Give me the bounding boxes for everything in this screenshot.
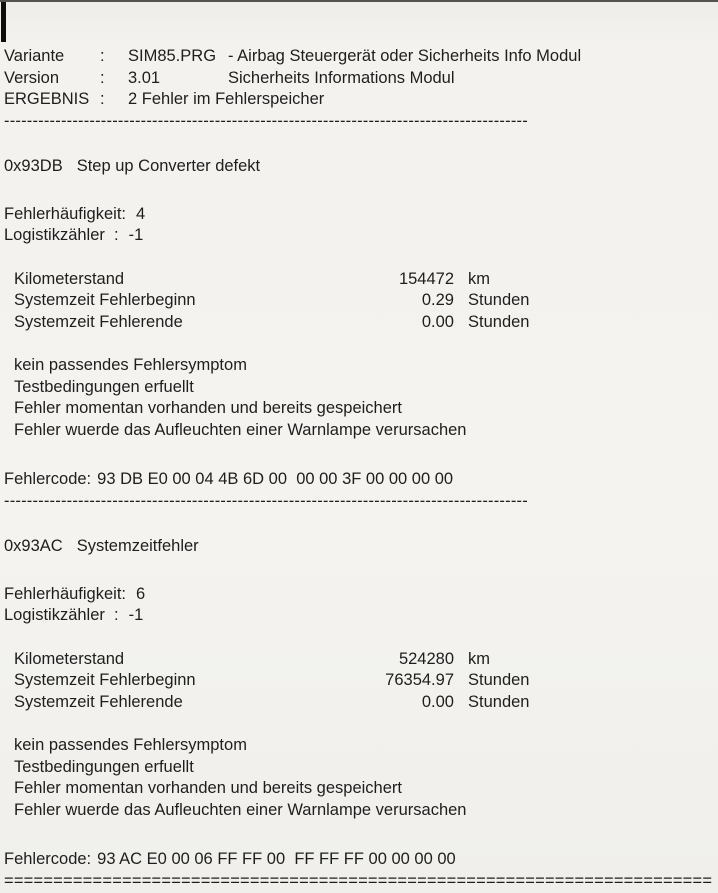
measurement-unit: Stunden <box>468 692 530 711</box>
measurement-row-odometer <box>4 649 712 671</box>
fault-code-id: 0x93AC <box>4 537 63 555</box>
header-value-program: SIM85.PRG <box>128 47 217 65</box>
note-line: Fehler momentan vorhanden und bereits gespeichert <box>14 399 402 417</box>
header-colon: : <box>100 47 105 65</box>
stat-label: Logistikzähler : <box>4 606 119 624</box>
stat-label: Fehlerhäufigkeit: <box>4 204 126 223</box>
header-label-version: Version <box>4 68 60 87</box>
measurement-row-fault-start <box>4 670 712 692</box>
measurement-label: Systemzeit Fehlerende <box>14 692 183 711</box>
note-line: Fehler wuerde das Aufleuchten einer Warnlampe verursachen <box>14 800 467 819</box>
measurement-value: 0.00 <box>421 312 454 331</box>
stat-row-logistic <box>4 225 712 247</box>
stat-value: -1 <box>128 226 144 244</box>
fault-code-label: Fehlercode: <box>4 470 92 488</box>
fault-code-label: Fehlercode: <box>4 850 92 868</box>
header-row-ergebnis <box>4 89 712 111</box>
header-value-module-description: - Airbag Steuergerät oder Sicherheits Info Modul <box>228 47 582 65</box>
stat-label: Fehlerhäufigkeit: <box>4 584 126 603</box>
header-value-result: 2 Fehler im Fehlerspeicher <box>128 90 325 108</box>
double-line-separator: ======================================================================== <box>4 871 712 890</box>
measurement-label: Kilometerstand <box>14 649 125 668</box>
measurement-label: Systemzeit Fehlerbeginn <box>14 291 196 309</box>
stat-label: Logistikzähler : <box>4 226 119 244</box>
fault-notes <box>4 355 712 441</box>
fault-code-id: 0x93DB <box>4 157 63 175</box>
note-line: Testbedingungen erfuellt <box>14 757 194 776</box>
measurement-label: Systemzeit Fehlerende <box>14 312 183 331</box>
fault-name: Step up Converter defekt <box>76 157 261 175</box>
note-line: kein passendes Fehlersymptom <box>14 356 247 374</box>
fault-title <box>4 156 712 178</box>
measurement-value: 0.00 <box>421 692 454 711</box>
fault-code-line <box>4 849 712 871</box>
header-value-version-number: 3.01 <box>128 68 161 87</box>
measurement-label: Systemzeit Fehlerbeginn <box>14 671 196 689</box>
measurement-unit: Stunden <box>468 671 530 689</box>
measurement-value: 524280 <box>398 649 454 668</box>
stat-value: -1 <box>128 606 144 624</box>
dashed-separator: -------------------------------------------------------------------------------------------- <box>4 491 528 510</box>
header-row-version <box>4 68 712 90</box>
fault-stats <box>4 584 712 627</box>
fault-name: Systemzeitfehler <box>76 537 199 555</box>
note-line: Fehler wuerde das Aufleuchten einer Warnlampe verursachen <box>14 420 467 439</box>
measurement-row-odometer <box>4 269 712 291</box>
measurement-unit: Stunden <box>468 291 530 309</box>
measurement-unit: Stunden <box>468 312 530 331</box>
stat-value: 6 <box>136 584 146 603</box>
note-line: kein passendes Fehlersymptom <box>14 736 247 754</box>
measurement-label: Kilometerstand <box>14 269 125 288</box>
note-line: Testbedingungen erfuellt <box>14 377 194 396</box>
measurement-unit: km <box>468 649 490 668</box>
header-label-ergebnis: ERGEBNIS <box>4 90 90 108</box>
note-line: Fehler momentan vorhanden und bereits gespeichert <box>14 779 402 797</box>
header-colon: : <box>100 68 105 87</box>
stat-row-logistic <box>4 605 712 627</box>
measurement-row-fault-end <box>4 692 712 714</box>
measurement-value: 0.29 <box>421 291 454 309</box>
fault-stats <box>4 204 712 247</box>
header-label-variante: Variante <box>4 47 65 65</box>
fault-code-bytes: 93 AC E0 00 06 FF FF 00 FF FF FF 00 00 00 00 <box>97 850 456 868</box>
measurement-value: 76354.97 <box>385 671 454 689</box>
measurement-unit: km <box>468 269 490 288</box>
measurement-value: 154472 <box>398 269 454 288</box>
measurement-row-fault-end <box>4 312 712 334</box>
fault-notes <box>4 735 712 821</box>
header-colon: : <box>100 90 105 108</box>
header-value-module-name: Sicherheits Informations Modul <box>228 68 455 87</box>
fault-code-line <box>4 469 712 491</box>
header-row-variante <box>4 46 712 68</box>
stat-value: 4 <box>136 204 146 223</box>
fault-measurements <box>4 269 712 334</box>
stat-row-frequency <box>4 584 712 606</box>
dashed-separator: -------------------------------------------------------------------------------------------- <box>4 111 528 130</box>
fault-measurements <box>4 649 712 714</box>
stat-row-frequency <box>4 204 712 226</box>
fault-title <box>4 536 712 558</box>
measurement-row-fault-start <box>4 290 712 312</box>
fault-code-bytes: 93 DB E0 00 04 4B 6D 00 00 00 3F 00 00 00 00 <box>97 470 454 488</box>
